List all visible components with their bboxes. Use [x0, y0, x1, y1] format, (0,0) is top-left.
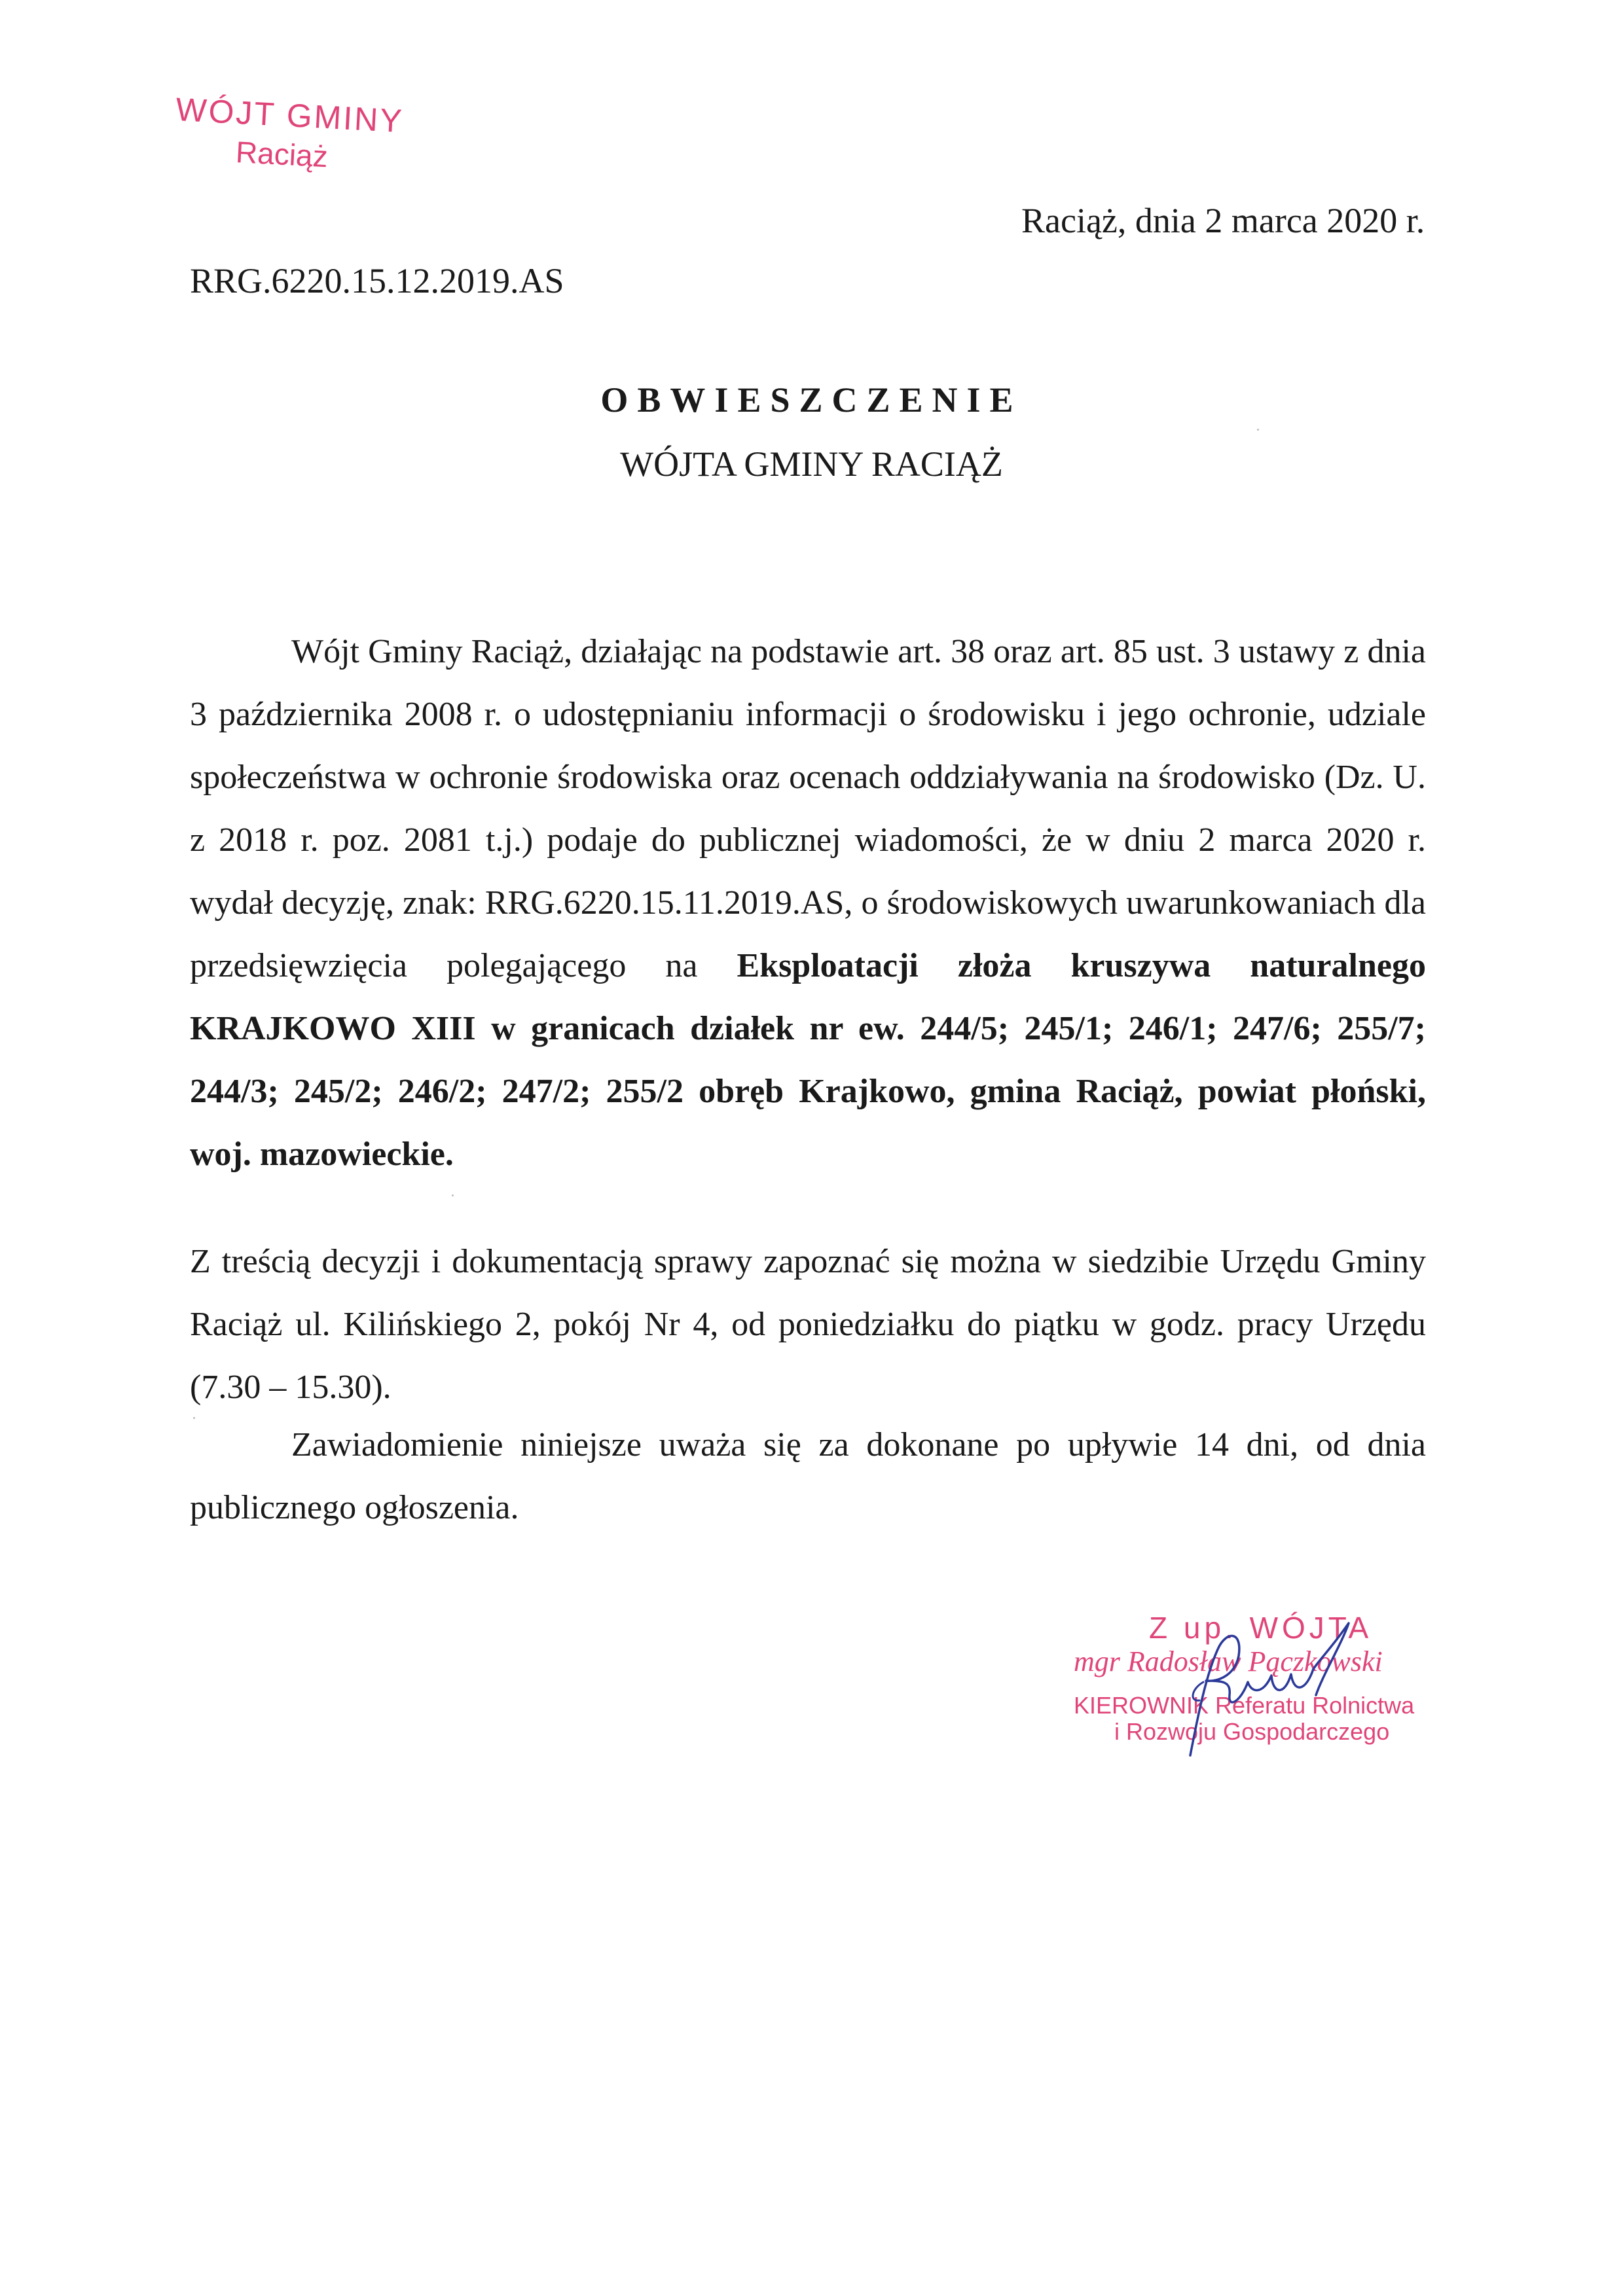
paragraph-decision	[190, 620, 1426, 1186]
document-date: Raciąż, dnia 2 marca 2020 r.	[1021, 201, 1425, 240]
office-stamp-line1: WÓJT GMINY	[175, 90, 405, 140]
document-subtitle: WÓJTA GMINY RACIĄŻ	[620, 444, 1003, 484]
paragraph-decision-text: Wójt Gminy Raciąż, działając na podstawie art. 38 oraz art. 85 ust. 3 ustawy z dnia 3 października 2008 r. o udostępnianiu informacji o środowisku i jego ochronie, udziale społeczeństwa w ochronie środowiska oraz ocenach oddziaływania na środowisko (Dz. U. z 2018 r. poz. 2081 t.j.) podaje do publicznej wiadomości, że w dniu 2 marca 2020 r. wydał decyzję, znak: RRG.6220.15.11.2019.AS, o środowiskowych uwarunkowaniach dla przedsięwzięcia polegającego na	[190, 633, 1426, 984]
reference-number: RRG.6220.15.12.2019.AS	[190, 261, 564, 300]
office-stamp-line2: Raciąż	[234, 134, 329, 174]
office-stamp	[173, 90, 405, 178]
signature-block	[1034, 1584, 1460, 1761]
project-description: Eksploatacji złoża kruszywa naturalnego KRAJKOWO XIII w granicach działek nr ew. 244/5; 245/1; 246/1; 247/6; 255/7; 244/3; 245/2; 246/2; 247/2; 255/2 obręb Krajkowo, gmina Raciąż, powiat płoński, woj. mazowieckie.	[190, 947, 1426, 1173]
signature-stamp-name: mgr Radosław Pączkowski	[1074, 1645, 1383, 1677]
signature-stamp-line1: Z up. WÓJTA	[1149, 1611, 1373, 1645]
document-title: OBWIESZCZENIE	[600, 380, 1023, 420]
paragraph-notice-effect: Zawiadomienie niniejsze uważa się za dokonane po upływie 14 dni, od dnia publicznego ogłoszenia.	[190, 1426, 1426, 1526]
signature-stamp-position: KIEROWNIK Referatu Rolnictwa	[1074, 1692, 1415, 1719]
paragraph-access-info: Z treścią decyzji i dokumentacją sprawy zapoznać się można w siedzibie Urzędu Gminy Raciąż ul. Kilińskiego 2, pokój Nr 4, od poniedziałku do piątku w godz. pracy Urzędu (7.30 – 15.30).	[190, 1243, 1426, 1406]
signature-stamp-department: i Rozwoju Gospodarczego	[1114, 1718, 1390, 1745]
scan-speck	[1257, 429, 1259, 431]
scan-speck	[193, 1417, 195, 1419]
scan-speck	[452, 1194, 454, 1196]
handwritten-signature-icon	[1034, 1584, 1460, 1761]
